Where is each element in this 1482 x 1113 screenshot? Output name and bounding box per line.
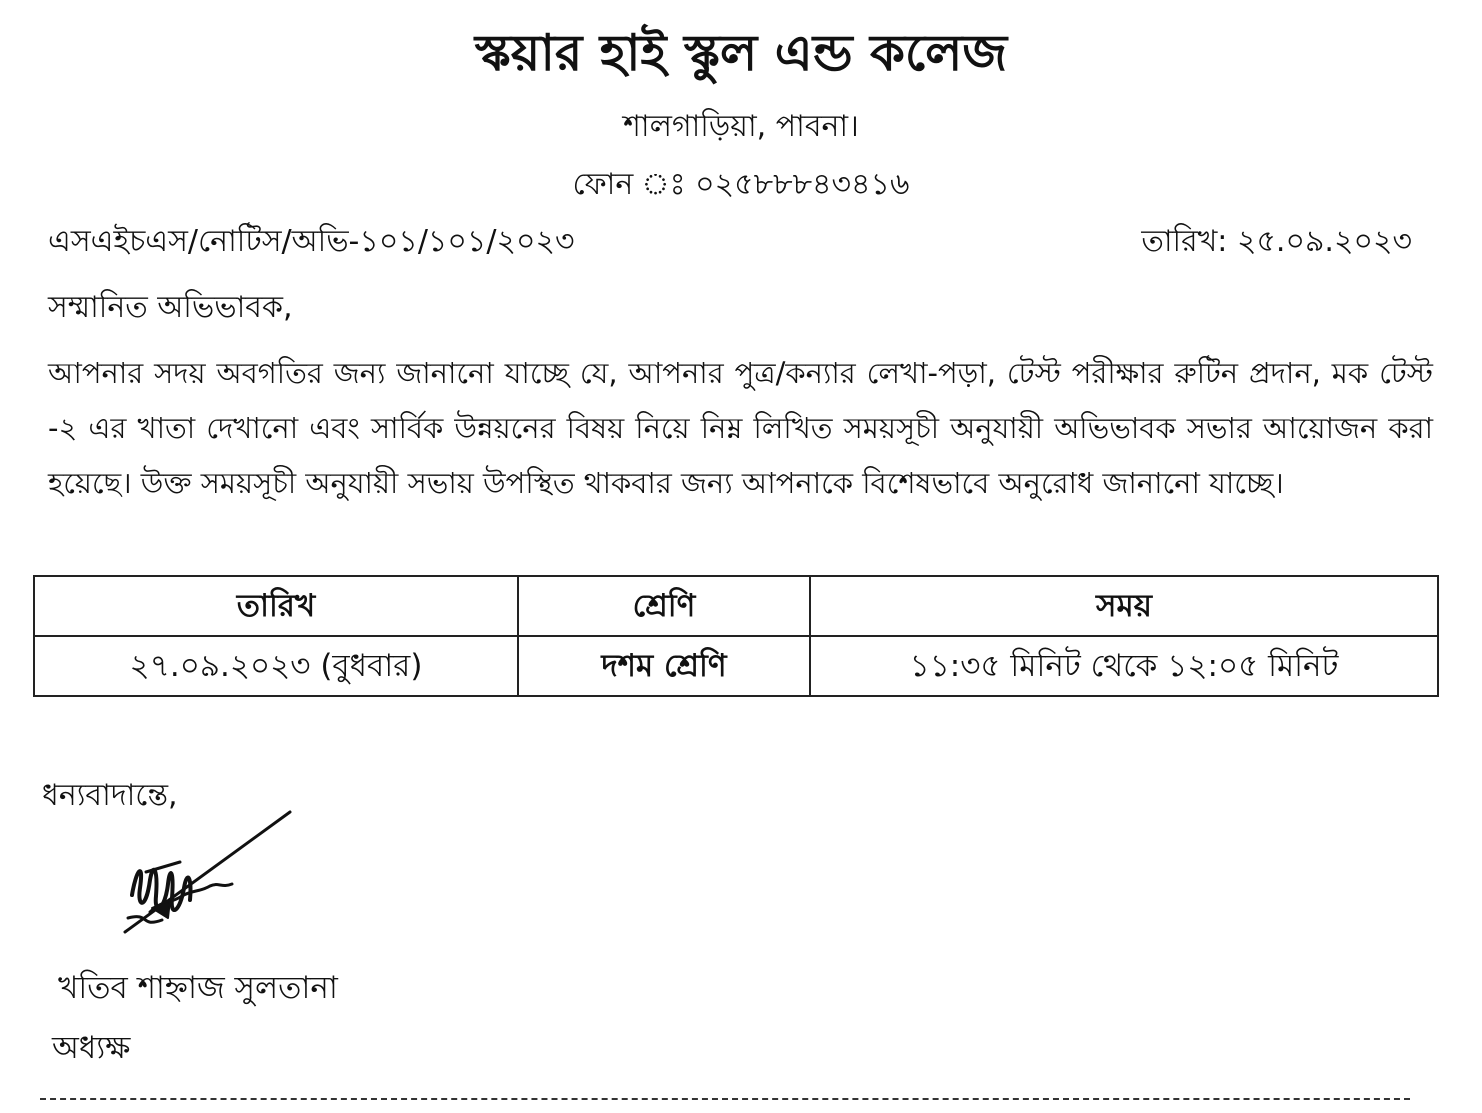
header-class: শ্রেণি bbox=[518, 576, 810, 636]
school-address: শালগাড়িয়া, পাবনা। bbox=[623, 109, 859, 144]
reference-number: এসএইচএস/নোটিস/অভি-১০১/১০১/২০২৩ bbox=[48, 224, 575, 259]
signer-title: অধ্যক্ষ bbox=[52, 1030, 131, 1066]
cell-class: দশম শ্রেণি bbox=[518, 636, 810, 696]
table-row bbox=[34, 636, 1438, 696]
signature-image bbox=[110, 800, 310, 950]
notice-date: তারিখ: ২৫.০৯.২০২৩ bbox=[1141, 224, 1412, 259]
school-phone: ফোন ঃ ০২৫৮৮৮৪৩৪১৬ bbox=[572, 167, 910, 202]
signer-name: খতিব শাহ্নাজ সুলতানা bbox=[58, 970, 338, 1006]
letter-body: আপনার সদয় অবগতির জন্য জানানো যাচ্ছে যে, আপনার পুত্র/কন্যার লেখা-পড়া, টেস্ট পরীক্ষার রুটিন প্রদান, মক টেস্ট -২ এর খাতা দেখানো এবং সার্বিক উন্নয়নের বিষয় নিয়ে নিম্ন লিখিত সময়সূচী অনুযায়ী অভিভাবক সভার আয়োজন করা হয়েছে। উক্ত সময়সূচী অনুযায়ী সভায় উপস্থিত থাকবার জন্য আপনাকে বিশেষভাবে অনুরোধ জানানো যাচ্ছে। bbox=[48, 356, 1433, 500]
schedule-header-row bbox=[34, 576, 1438, 636]
dashed-divider bbox=[40, 1098, 1410, 1100]
closing-greeting: ধন্যবাদান্তে, bbox=[42, 778, 178, 813]
school-name: স্কয়ার হাই স্কুল এন্ড কলেজ bbox=[474, 24, 1008, 82]
cell-time: ১১:৩৫ মিনিট থেকে ১২:০৫ মিনিট bbox=[810, 636, 1438, 696]
header-date: তারিখ bbox=[34, 576, 518, 636]
schedule-table bbox=[33, 575, 1439, 697]
salutation: সম্মানিত অভিভাবক, bbox=[48, 290, 293, 325]
cell-date: ২৭.০৯.২০২৩ (বুধবার) bbox=[34, 636, 518, 696]
header-time: সময় bbox=[810, 576, 1438, 636]
